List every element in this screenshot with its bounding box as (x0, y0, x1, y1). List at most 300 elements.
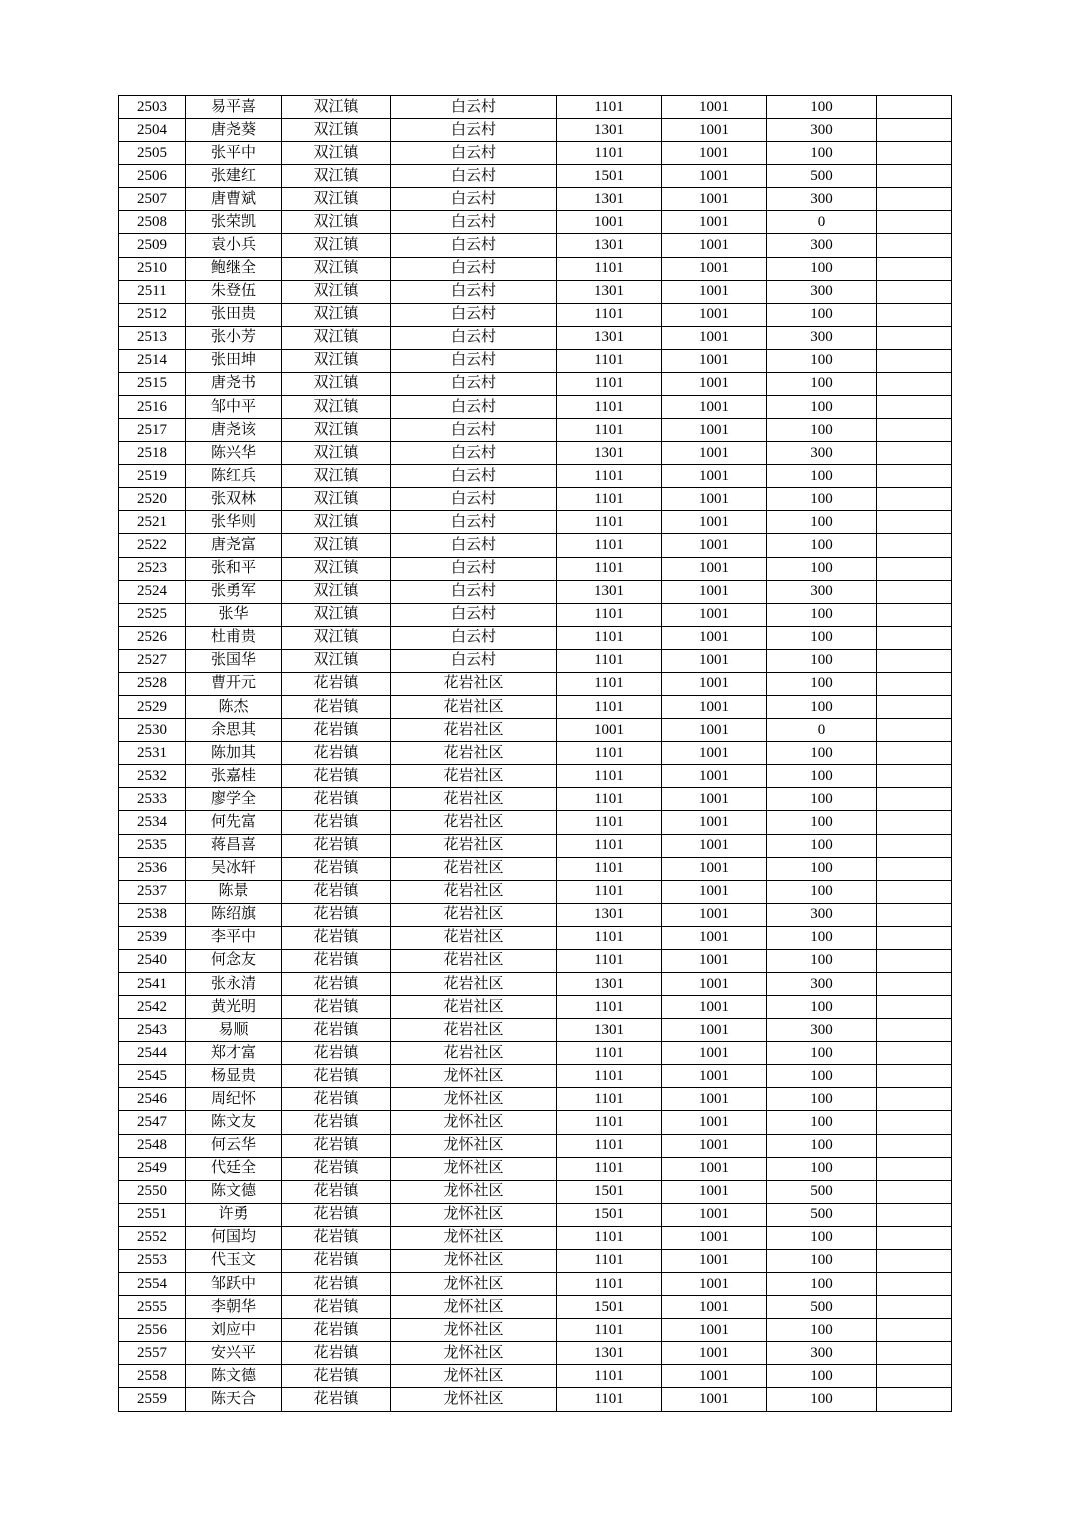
cell-name: 陈文德 (186, 1180, 282, 1203)
cell-standard-code: 1101 (557, 1249, 662, 1272)
cell-standard-code: 1101 (557, 534, 662, 557)
cell-standard-code: 1101 (557, 1365, 662, 1388)
cell-name: 张和平 (186, 557, 282, 580)
cell-town: 花岩镇 (282, 1203, 391, 1226)
cell-town: 花岩镇 (282, 1180, 391, 1203)
cell-serial-number: 2539 (119, 926, 186, 949)
cell-town: 花岩镇 (282, 1065, 391, 1088)
cell-standard-code: 1101 (557, 788, 662, 811)
cell-amount: 100 (767, 1134, 877, 1157)
cell-serial-number: 2554 (119, 1272, 186, 1295)
cell-name: 张国华 (186, 649, 282, 672)
cell-amount: 100 (767, 1088, 877, 1111)
cell-standard-code: 1101 (557, 926, 662, 949)
table-row (119, 880, 952, 903)
table-row (119, 1111, 952, 1134)
table-row (119, 1042, 952, 1065)
cell-serial-number: 2521 (119, 511, 186, 534)
table-row (119, 419, 952, 442)
cell-serial-number: 2537 (119, 880, 186, 903)
cell-village: 白云村 (391, 303, 557, 326)
cell-base-code: 1001 (662, 534, 767, 557)
cell-village: 花岩社区 (391, 857, 557, 880)
cell-town: 花岩镇 (282, 719, 391, 742)
cell-town: 双江镇 (282, 626, 391, 649)
cell-name: 吴冰轩 (186, 857, 282, 880)
cell-standard-code: 1001 (557, 719, 662, 742)
cell-serial-number: 2507 (119, 188, 186, 211)
cell-town: 双江镇 (282, 442, 391, 465)
cell-serial-number: 2557 (119, 1342, 186, 1365)
cell-amount: 300 (767, 119, 877, 142)
cell-name: 周纪怀 (186, 1088, 282, 1111)
cell-amount: 100 (767, 742, 877, 765)
cell-village: 白云村 (391, 119, 557, 142)
cell-standard-code: 1101 (557, 626, 662, 649)
cell-name: 朱登伍 (186, 280, 282, 303)
cell-town: 双江镇 (282, 188, 391, 211)
cell-village: 龙怀社区 (391, 1203, 557, 1226)
table-row (119, 1388, 952, 1412)
cell-village: 龙怀社区 (391, 1088, 557, 1111)
cell-village: 白云村 (391, 234, 557, 257)
cell-town: 双江镇 (282, 303, 391, 326)
cell-village: 白云村 (391, 211, 557, 234)
cell-notes (877, 1065, 952, 1088)
cell-serial-number: 2509 (119, 234, 186, 257)
table-row (119, 603, 952, 626)
table-row (119, 1203, 952, 1226)
cell-name: 李平中 (186, 926, 282, 949)
cell-standard-code: 1101 (557, 1088, 662, 1111)
cell-notes (877, 234, 952, 257)
cell-base-code: 1001 (662, 972, 767, 995)
cell-serial-number: 2556 (119, 1319, 186, 1342)
cell-notes (877, 372, 952, 395)
cell-base-code: 1001 (662, 1180, 767, 1203)
cell-village: 白云村 (391, 419, 557, 442)
cell-town: 双江镇 (282, 234, 391, 257)
cell-standard-code: 1301 (557, 326, 662, 349)
cell-base-code: 1001 (662, 788, 767, 811)
cell-standard-code: 1301 (557, 188, 662, 211)
table-row (119, 1157, 952, 1180)
cell-name: 代玉文 (186, 1249, 282, 1272)
cell-town: 花岩镇 (282, 1319, 391, 1342)
table-row (119, 1134, 952, 1157)
cell-village: 花岩社区 (391, 788, 557, 811)
cell-serial-number: 2531 (119, 742, 186, 765)
cell-village: 白云村 (391, 488, 557, 511)
cell-name: 代廷全 (186, 1157, 282, 1180)
cell-notes (877, 788, 952, 811)
cell-name: 张田贵 (186, 303, 282, 326)
cell-notes (877, 557, 952, 580)
cell-amount: 100 (767, 788, 877, 811)
cell-village: 龙怀社区 (391, 1342, 557, 1365)
cell-standard-code: 1101 (557, 557, 662, 580)
cell-amount: 100 (767, 880, 877, 903)
cell-village: 龙怀社区 (391, 1226, 557, 1249)
cell-town: 花岩镇 (282, 1134, 391, 1157)
cell-town: 花岩镇 (282, 1157, 391, 1180)
table-row (119, 949, 952, 972)
table-row (119, 903, 952, 926)
cell-town: 花岩镇 (282, 696, 391, 719)
cell-amount: 100 (767, 603, 877, 626)
cell-amount: 300 (767, 188, 877, 211)
cell-standard-code: 1501 (557, 1296, 662, 1319)
cell-base-code: 1001 (662, 1134, 767, 1157)
cell-amount: 500 (767, 1296, 877, 1319)
cell-town: 双江镇 (282, 580, 391, 603)
cell-amount: 100 (767, 372, 877, 395)
cell-name: 张建红 (186, 165, 282, 188)
cell-base-code: 1001 (662, 1088, 767, 1111)
cell-village: 白云村 (391, 603, 557, 626)
cell-amount: 100 (767, 396, 877, 419)
cell-village: 龙怀社区 (391, 1272, 557, 1295)
cell-serial-number: 2513 (119, 326, 186, 349)
cell-name: 唐尧富 (186, 534, 282, 557)
cell-base-code: 1001 (662, 626, 767, 649)
cell-base-code: 1001 (662, 1249, 767, 1272)
cell-notes (877, 465, 952, 488)
cell-standard-code: 1101 (557, 1134, 662, 1157)
cell-name: 曹开元 (186, 672, 282, 695)
cell-base-code: 1001 (662, 672, 767, 695)
cell-village: 白云村 (391, 188, 557, 211)
table-row (119, 511, 952, 534)
table-row (119, 742, 952, 765)
cell-name: 杜甫贵 (186, 626, 282, 649)
cell-town: 花岩镇 (282, 1342, 391, 1365)
table-row (119, 211, 952, 234)
cell-name: 张永清 (186, 972, 282, 995)
cell-standard-code: 1101 (557, 1388, 662, 1412)
cell-amount: 100 (767, 996, 877, 1019)
cell-notes (877, 603, 952, 626)
table-row (119, 926, 952, 949)
cell-base-code: 1001 (662, 1365, 767, 1388)
cell-standard-code: 1101 (557, 257, 662, 280)
cell-amount: 300 (767, 234, 877, 257)
cell-base-code: 1001 (662, 280, 767, 303)
cell-name: 邹中平 (186, 396, 282, 419)
cell-notes (877, 119, 952, 142)
cell-amount: 100 (767, 1388, 877, 1412)
cell-village: 龙怀社区 (391, 1319, 557, 1342)
cell-notes (877, 1365, 952, 1388)
cell-amount: 100 (767, 1272, 877, 1295)
cell-amount: 500 (767, 1180, 877, 1203)
cell-notes (877, 488, 952, 511)
cell-village: 白云村 (391, 557, 557, 580)
cell-standard-code: 1301 (557, 903, 662, 926)
cell-name: 鲍继全 (186, 257, 282, 280)
table-row (119, 280, 952, 303)
cell-amount: 300 (767, 972, 877, 995)
cell-serial-number: 2544 (119, 1042, 186, 1065)
cell-serial-number: 2503 (119, 96, 186, 119)
cell-amount: 100 (767, 488, 877, 511)
table-row (119, 1365, 952, 1388)
cell-amount: 300 (767, 326, 877, 349)
cell-name: 陈绍旗 (186, 903, 282, 926)
cell-amount: 500 (767, 1203, 877, 1226)
cell-serial-number: 2535 (119, 834, 186, 857)
cell-serial-number: 2514 (119, 349, 186, 372)
cell-amount: 300 (767, 442, 877, 465)
cell-standard-code: 1501 (557, 1180, 662, 1203)
cell-village: 龙怀社区 (391, 1065, 557, 1088)
table-row (119, 1226, 952, 1249)
table-row (119, 119, 952, 142)
cell-standard-code: 1101 (557, 1111, 662, 1134)
cell-standard-code: 1101 (557, 765, 662, 788)
cell-amount: 100 (767, 511, 877, 534)
cell-name: 唐尧书 (186, 372, 282, 395)
cell-notes (877, 834, 952, 857)
cell-standard-code: 1001 (557, 211, 662, 234)
cell-village: 龙怀社区 (391, 1134, 557, 1157)
cell-notes (877, 949, 952, 972)
cell-standard-code: 1101 (557, 1272, 662, 1295)
cell-name: 黄光明 (186, 996, 282, 1019)
cell-village: 白云村 (391, 326, 557, 349)
table-row (119, 1019, 952, 1042)
cell-name: 刘应中 (186, 1319, 282, 1342)
cell-amount: 100 (767, 557, 877, 580)
cell-village: 白云村 (391, 465, 557, 488)
cell-village: 白云村 (391, 142, 557, 165)
cell-name: 张勇军 (186, 580, 282, 603)
cell-town: 花岩镇 (282, 1296, 391, 1319)
cell-village: 龙怀社区 (391, 1111, 557, 1134)
cell-town: 双江镇 (282, 396, 391, 419)
table-row (119, 96, 952, 119)
cell-amount: 100 (767, 926, 877, 949)
cell-name: 易顺 (186, 1019, 282, 1042)
cell-notes (877, 534, 952, 557)
cell-notes (877, 165, 952, 188)
cell-amount: 100 (767, 1365, 877, 1388)
cell-base-code: 1001 (662, 1388, 767, 1412)
cell-town: 花岩镇 (282, 834, 391, 857)
cell-village: 花岩社区 (391, 1042, 557, 1065)
cell-name: 唐曹斌 (186, 188, 282, 211)
cell-base-code: 1001 (662, 142, 767, 165)
cell-town: 花岩镇 (282, 949, 391, 972)
cell-village: 龙怀社区 (391, 1365, 557, 1388)
cell-village: 花岩社区 (391, 972, 557, 995)
cell-standard-code: 1301 (557, 119, 662, 142)
cell-town: 双江镇 (282, 280, 391, 303)
cell-notes (877, 719, 952, 742)
cell-standard-code: 1301 (557, 1019, 662, 1042)
cell-village: 花岩社区 (391, 1019, 557, 1042)
cell-village: 白云村 (391, 626, 557, 649)
cell-standard-code: 1101 (557, 372, 662, 395)
cell-standard-code: 1301 (557, 234, 662, 257)
cell-base-code: 1001 (662, 326, 767, 349)
table-row (119, 811, 952, 834)
cell-standard-code: 1101 (557, 419, 662, 442)
cell-base-code: 1001 (662, 419, 767, 442)
cell-village: 龙怀社区 (391, 1180, 557, 1203)
cell-town: 双江镇 (282, 534, 391, 557)
cell-name: 陈加其 (186, 742, 282, 765)
cell-base-code: 1001 (662, 119, 767, 142)
cell-notes (877, 742, 952, 765)
cell-standard-code: 1101 (557, 142, 662, 165)
cell-town: 花岩镇 (282, 1111, 391, 1134)
cell-notes (877, 1342, 952, 1365)
cell-base-code: 1001 (662, 165, 767, 188)
cell-serial-number: 2505 (119, 142, 186, 165)
cell-name: 张平中 (186, 142, 282, 165)
cell-serial-number: 2542 (119, 996, 186, 1019)
cell-standard-code: 1101 (557, 834, 662, 857)
cell-amount: 100 (767, 303, 877, 326)
cell-base-code: 1001 (662, 1042, 767, 1065)
cell-village: 花岩社区 (391, 672, 557, 695)
cell-amount: 100 (767, 649, 877, 672)
cell-serial-number: 2520 (119, 488, 186, 511)
cell-town: 双江镇 (282, 603, 391, 626)
cell-base-code: 1001 (662, 557, 767, 580)
cell-standard-code: 1101 (557, 996, 662, 1019)
cell-notes (877, 580, 952, 603)
cell-town: 花岩镇 (282, 1272, 391, 1295)
cell-name: 张华 (186, 603, 282, 626)
cell-notes (877, 1203, 952, 1226)
table-row (119, 765, 952, 788)
cell-village: 龙怀社区 (391, 1157, 557, 1180)
cell-amount: 100 (767, 696, 877, 719)
cell-base-code: 1001 (662, 696, 767, 719)
cell-name: 陈天合 (186, 1388, 282, 1412)
cell-serial-number: 2508 (119, 211, 186, 234)
table-row (119, 142, 952, 165)
cell-village: 白云村 (391, 96, 557, 119)
cell-town: 花岩镇 (282, 926, 391, 949)
cell-amount: 100 (767, 534, 877, 557)
table-body (119, 96, 952, 1412)
cell-serial-number: 2532 (119, 765, 186, 788)
cell-base-code: 1001 (662, 1226, 767, 1249)
cell-town: 花岩镇 (282, 1019, 391, 1042)
cell-town: 双江镇 (282, 465, 391, 488)
cell-serial-number: 2523 (119, 557, 186, 580)
cell-notes (877, 1134, 952, 1157)
cell-notes (877, 96, 952, 119)
cell-base-code: 1001 (662, 857, 767, 880)
cell-serial-number: 2534 (119, 811, 186, 834)
cell-standard-code: 1101 (557, 649, 662, 672)
table-row (119, 580, 952, 603)
cell-serial-number: 2536 (119, 857, 186, 880)
cell-town: 花岩镇 (282, 765, 391, 788)
cell-serial-number: 2518 (119, 442, 186, 465)
cell-town: 双江镇 (282, 96, 391, 119)
cell-town: 双江镇 (282, 349, 391, 372)
cell-base-code: 1001 (662, 580, 767, 603)
cell-serial-number: 2546 (119, 1088, 186, 1111)
cell-name: 陈兴华 (186, 442, 282, 465)
cell-base-code: 1001 (662, 880, 767, 903)
cell-amount: 100 (767, 1042, 877, 1065)
table-row (119, 1088, 952, 1111)
cell-serial-number: 2559 (119, 1388, 186, 1412)
cell-serial-number: 2510 (119, 257, 186, 280)
cell-village: 白云村 (391, 280, 557, 303)
table-row (119, 349, 952, 372)
cell-village: 花岩社区 (391, 996, 557, 1019)
cell-notes (877, 1319, 952, 1342)
cell-notes (877, 1226, 952, 1249)
cell-standard-code: 1101 (557, 1157, 662, 1180)
cell-base-code: 1001 (662, 1065, 767, 1088)
cell-amount: 100 (767, 1065, 877, 1088)
cell-amount: 300 (767, 1019, 877, 1042)
cell-village: 花岩社区 (391, 719, 557, 742)
cell-base-code: 1001 (662, 1111, 767, 1134)
cell-amount: 100 (767, 811, 877, 834)
table-row (119, 326, 952, 349)
cell-name: 陈红兵 (186, 465, 282, 488)
cell-town: 花岩镇 (282, 1365, 391, 1388)
cell-base-code: 1001 (662, 511, 767, 534)
cell-town: 双江镇 (282, 119, 391, 142)
cell-base-code: 1001 (662, 465, 767, 488)
cell-name: 张田坤 (186, 349, 282, 372)
cell-village: 白云村 (391, 257, 557, 280)
cell-notes (877, 1249, 952, 1272)
cell-base-code: 1001 (662, 996, 767, 1019)
cell-amount: 100 (767, 857, 877, 880)
cell-name: 许勇 (186, 1203, 282, 1226)
cell-amount: 100 (767, 257, 877, 280)
cell-standard-code: 1101 (557, 349, 662, 372)
cell-standard-code: 1501 (557, 165, 662, 188)
cell-name: 袁小兵 (186, 234, 282, 257)
cell-town: 花岩镇 (282, 788, 391, 811)
table-row (119, 465, 952, 488)
cell-village: 龙怀社区 (391, 1388, 557, 1412)
cell-village: 白云村 (391, 372, 557, 395)
cell-standard-code: 1301 (557, 280, 662, 303)
cell-serial-number: 2506 (119, 165, 186, 188)
cell-notes (877, 419, 952, 442)
cell-name: 易平喜 (186, 96, 282, 119)
table-row (119, 719, 952, 742)
cell-village: 白云村 (391, 649, 557, 672)
cell-amount: 100 (767, 834, 877, 857)
cell-amount: 100 (767, 419, 877, 442)
cell-village: 花岩社区 (391, 834, 557, 857)
table-row (119, 257, 952, 280)
cell-village: 白云村 (391, 534, 557, 557)
cell-serial-number: 2538 (119, 903, 186, 926)
cell-town: 花岩镇 (282, 742, 391, 765)
cell-standard-code: 1101 (557, 1226, 662, 1249)
table-row (119, 857, 952, 880)
cell-town: 花岩镇 (282, 996, 391, 1019)
cell-notes (877, 442, 952, 465)
cell-amount: 300 (767, 903, 877, 926)
table-row (119, 557, 952, 580)
